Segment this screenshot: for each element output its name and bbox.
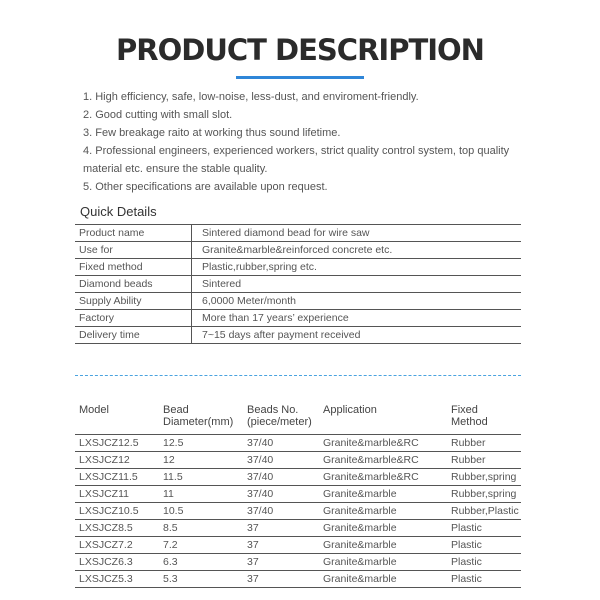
column-header <box>159 402 243 435</box>
detail-label: Factory <box>75 310 192 327</box>
fixed-method-cell: Rubber <box>447 452 521 469</box>
table-row <box>75 537 521 554</box>
application-cell: Granite&marble <box>319 520 447 537</box>
beads-no-cell: 37 <box>243 537 319 554</box>
table-row <box>75 293 521 310</box>
beads-no-cell: 37/40 <box>243 503 319 520</box>
diameter-cell: 7.2 <box>159 537 243 554</box>
model-cell: LXSJCZ10.5 <box>75 503 159 520</box>
table-row <box>75 571 521 588</box>
table-row <box>75 486 521 503</box>
table-row <box>75 554 521 571</box>
detail-label: Use for <box>75 242 192 259</box>
feature-item: material etc. ensure the stable quality. <box>83 163 268 175</box>
table-row <box>75 327 521 344</box>
feature-list <box>83 88 553 196</box>
beads-no-cell: 37 <box>243 571 319 588</box>
fixed-method-cell: Plastic <box>447 571 521 588</box>
table-row <box>75 435 521 452</box>
beads-no-cell: 37/40 <box>243 486 319 503</box>
detail-value: Granite&marble&reinforced concrete etc. <box>192 242 522 259</box>
table-header-row <box>75 402 521 435</box>
beads-no-cell: 37/40 <box>243 452 319 469</box>
application-cell: Granite&marble&RC <box>319 435 447 452</box>
fixed-method-cell: Rubber,spring <box>447 486 521 503</box>
table-row <box>75 276 521 293</box>
section-divider <box>75 375 521 376</box>
feature-item: 1. High efficiency, safe, low-noise, less-dust, and enviroment-friendly. <box>83 91 419 103</box>
diameter-cell: 6.3 <box>159 554 243 571</box>
diameter-cell: 11 <box>159 486 243 503</box>
table-row <box>75 225 521 242</box>
model-cell: LXSJCZ5.3 <box>75 571 159 588</box>
diameter-cell: 12.5 <box>159 435 243 452</box>
application-cell: Granite&marble&RC <box>319 469 447 486</box>
application-cell: Granite&marble&RC <box>319 452 447 469</box>
fixed-method-cell: Rubber,spring <box>447 469 521 486</box>
table-row <box>75 452 521 469</box>
table-row <box>75 242 521 259</box>
model-cell: LXSJCZ7.2 <box>75 537 159 554</box>
column-header <box>243 402 319 435</box>
header-line2: Method <box>451 416 488 428</box>
header-line1: Fixed <box>451 404 478 416</box>
fixed-method-cell: Plastic <box>447 537 521 554</box>
spec-table <box>75 402 521 588</box>
beads-no-cell: 37/40 <box>243 469 319 486</box>
model-cell: LXSJCZ11 <box>75 486 159 503</box>
table-row <box>75 469 521 486</box>
detail-label: Diamond beads <box>75 276 192 293</box>
beads-no-cell: 37 <box>243 554 319 571</box>
detail-label: Supply Ability <box>75 293 192 310</box>
header-line1: Application <box>323 404 377 416</box>
table-row <box>75 310 521 327</box>
application-cell: Granite&marble <box>319 537 447 554</box>
beads-no-cell: 37 <box>243 520 319 537</box>
table-row <box>75 520 521 537</box>
feature-item: 5. Other specifications are available upon request. <box>83 181 328 193</box>
table-row <box>75 503 521 520</box>
quick-details-heading: Quick Details <box>80 204 157 219</box>
fixed-method-cell: Plastic <box>447 554 521 571</box>
model-cell: LXSJCZ12 <box>75 452 159 469</box>
header-line2: Diameter(mm) <box>163 416 234 428</box>
application-cell: Granite&marble <box>319 554 447 571</box>
table-row <box>75 259 521 276</box>
detail-label: Product name <box>75 225 192 242</box>
detail-label: Fixed method <box>75 259 192 276</box>
application-cell: Granite&marble <box>319 503 447 520</box>
detail-value: Sintered diamond bead for wire saw <box>192 225 522 242</box>
title-underline <box>236 76 364 79</box>
application-cell: Granite&marble <box>319 571 447 588</box>
detail-label: Delivery time <box>75 327 192 344</box>
beads-no-cell: 37/40 <box>243 435 319 452</box>
header-line1: Bead <box>163 404 189 416</box>
model-cell: LXSJCZ6.3 <box>75 554 159 571</box>
diameter-cell: 11.5 <box>159 469 243 486</box>
diameter-cell: 5.3 <box>159 571 243 588</box>
column-header <box>75 402 159 435</box>
detail-value: Plastic,rubber,spring etc. <box>192 259 522 276</box>
detail-value: 6,0000 Meter/month <box>192 293 522 310</box>
detail-value: More than 17 years’ experience <box>192 310 522 327</box>
application-cell: Granite&marble <box>319 486 447 503</box>
detail-value: 7~15 days after payment received <box>192 327 522 344</box>
diameter-cell: 8.5 <box>159 520 243 537</box>
column-header <box>447 402 521 435</box>
feature-item: 2. Good cutting with small slot. <box>83 109 233 121</box>
fixed-method-cell: Rubber <box>447 435 521 452</box>
header-line2: (piece/meter) <box>247 416 312 428</box>
quick-details-table <box>75 224 521 344</box>
model-cell: LXSJCZ11.5 <box>75 469 159 486</box>
header-line1: Beads No. <box>247 404 299 416</box>
detail-value: Sintered <box>192 276 522 293</box>
page-title: PRODUCT DESCRIPTION <box>116 33 484 67</box>
fixed-method-cell: Plastic <box>447 520 521 537</box>
column-header <box>319 402 447 435</box>
diameter-cell: 12 <box>159 452 243 469</box>
diameter-cell: 10.5 <box>159 503 243 520</box>
header-line1: Model <box>79 404 109 416</box>
feature-item: 4. Professional engineers, experienced workers, strict quality control system, top quality <box>83 145 510 157</box>
model-cell: LXSJCZ12.5 <box>75 435 159 452</box>
model-cell: LXSJCZ8.5 <box>75 520 159 537</box>
fixed-method-cell: Rubber,Plastic <box>447 503 521 520</box>
feature-item: 3. Few breakage raito at working thus sound lifetime. <box>83 127 341 139</box>
